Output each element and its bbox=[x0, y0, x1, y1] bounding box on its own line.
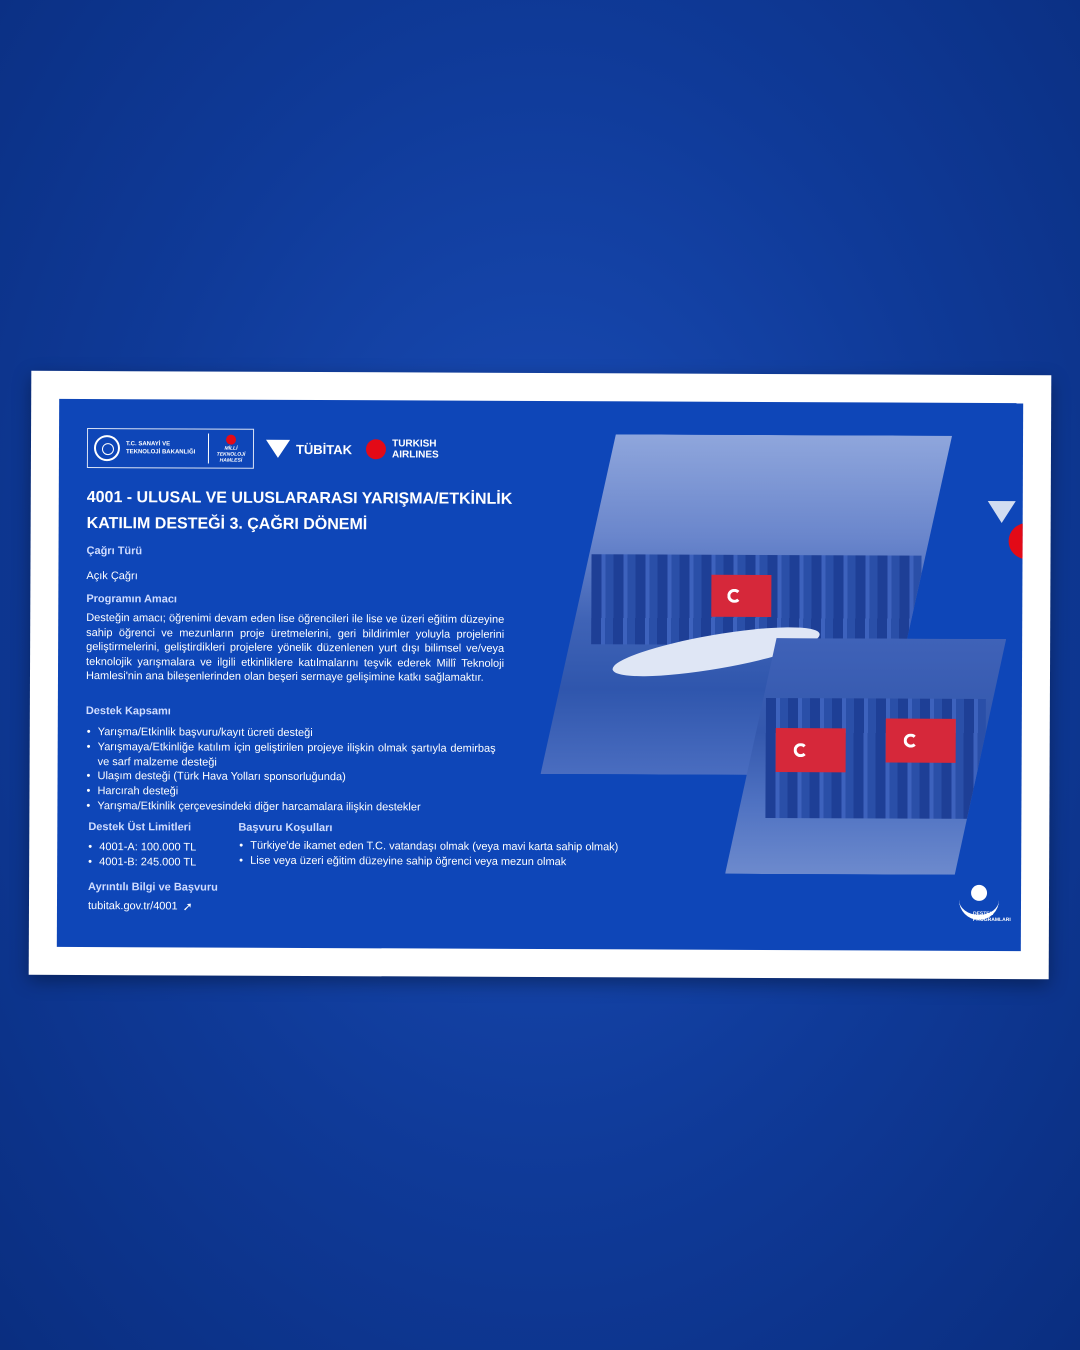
crescent-icon bbox=[794, 743, 808, 757]
ministry-logo bbox=[87, 428, 254, 469]
list-item: • 4001-A: 100.000 TL bbox=[99, 840, 239, 855]
decor-triangle-icon bbox=[988, 501, 1016, 523]
tubitak-text: TÜBİTAK bbox=[295, 441, 353, 457]
turkish-flag-icon bbox=[776, 728, 846, 772]
list-item: • Yarışmaya/Etkinliğe katılım için geliştirilen projeye ilişkin olmak şartıyla demirbaş ve sarf malzeme desteği bbox=[98, 740, 496, 771]
bilgi-heading: Ayrıntılı Bilgi ve Başvuru bbox=[88, 881, 218, 894]
amac-text: Desteğin amacı; öğrenimi devam eden lise öğrencileri ile lise ve üzeri eğitim düzeyine sahip öğrenci ve mezunların proje üretmelerini, geri bildirimler yoluyla projelerini geliştirmelerini, geliştirdikleri projelere yönelik düzenlenen yurt dışı bilimsel ve/veya teknolojik yarışmalara ve ilgili etkinliklere katılmalarını teşvik ederek Millî Teknoloji Hamlesi'nin ana bileşenlerinden olan beşeri sermaye gelişimine katkı sağlamaktır. bbox=[85, 612, 505, 685]
page-title: 4001 - ULUSAL VE ULUSLARARASI YARIŞMA/ETKİNLİK KATILIM DESTEĞİ 3. ÇAĞRI DÖNEMİ bbox=[86, 489, 513, 534]
list-item: • Harcırah desteği bbox=[97, 784, 495, 801]
amac-heading: Programın Amacı bbox=[86, 593, 178, 606]
poster-frame bbox=[29, 371, 1052, 979]
destek-line2: PROGRAMLARI bbox=[972, 916, 1011, 924]
kosullar-list bbox=[238, 839, 720, 871]
mth-text: MİLLİ TEKNOLOJİ HAMLESİ bbox=[216, 445, 246, 464]
crescent-icon bbox=[727, 589, 741, 603]
mth-icon bbox=[226, 434, 236, 444]
thy-line2: AIRLINES bbox=[392, 449, 439, 461]
turkish-flag-icon bbox=[711, 575, 771, 617]
list-item: • Türkiye'de ikamet eden T.C. vatandaşı olmak (veya mavi karta sahip olmak) bbox=[250, 839, 720, 856]
thy-logo bbox=[366, 438, 439, 460]
ministry-name: T.C. SANAYİ VE TEKNOLOJİ BAKANLIĞI bbox=[125, 441, 196, 456]
apply-link-text[interactable]: tubitak.gov.tr/4001 bbox=[87, 900, 178, 913]
logo-row bbox=[87, 428, 439, 470]
cagri-turu-heading: Çağrı Türü bbox=[86, 545, 143, 558]
list-item: • Yarışma/Etkinlik çerçevesindeki diğer harcamalara ilişkin destekler bbox=[97, 799, 495, 816]
limitler-heading: Destek Üst Limitleri bbox=[88, 821, 192, 834]
kosullar-heading: Başvuru Koşulları bbox=[238, 821, 333, 835]
turkish-flag-icon bbox=[886, 719, 956, 763]
thy-icon bbox=[366, 439, 386, 459]
destek-programlari-logo bbox=[957, 881, 1013, 931]
kapsam-heading: Destek Kapsamı bbox=[85, 705, 171, 718]
crescent-icon bbox=[904, 734, 918, 748]
tubitak-logo bbox=[266, 440, 352, 458]
list-item: • 4001-B: 245.000 TL bbox=[99, 855, 239, 870]
ministry-seal-icon bbox=[94, 435, 120, 461]
thy-line1: TURKISH bbox=[392, 438, 437, 450]
destek-line1: DESTEK bbox=[972, 910, 994, 917]
poster-card bbox=[57, 399, 1023, 951]
list-item: • Yarışma/Etkinlik başvuru/kayıt ücreti desteği bbox=[98, 725, 496, 742]
kapsam-list bbox=[85, 725, 495, 816]
mth-logo bbox=[215, 434, 247, 463]
logo-divider bbox=[208, 434, 209, 464]
tubitak-icon bbox=[266, 440, 290, 458]
list-item: • Ulaşım desteği (Türk Hava Yolları sponsorluğunda) bbox=[98, 769, 496, 786]
list-item: • Lise veya üzeri eğitim düzeyine sahip öğrenci veya mezun olmak bbox=[250, 854, 720, 871]
decor-red-circle bbox=[1009, 523, 1024, 559]
limitler-list bbox=[87, 840, 239, 870]
cagri-turu-value: Açık Çağrı bbox=[86, 570, 138, 583]
click-cursor-icon: ➚ bbox=[182, 899, 193, 914]
apply-link[interactable] bbox=[88, 899, 193, 913]
